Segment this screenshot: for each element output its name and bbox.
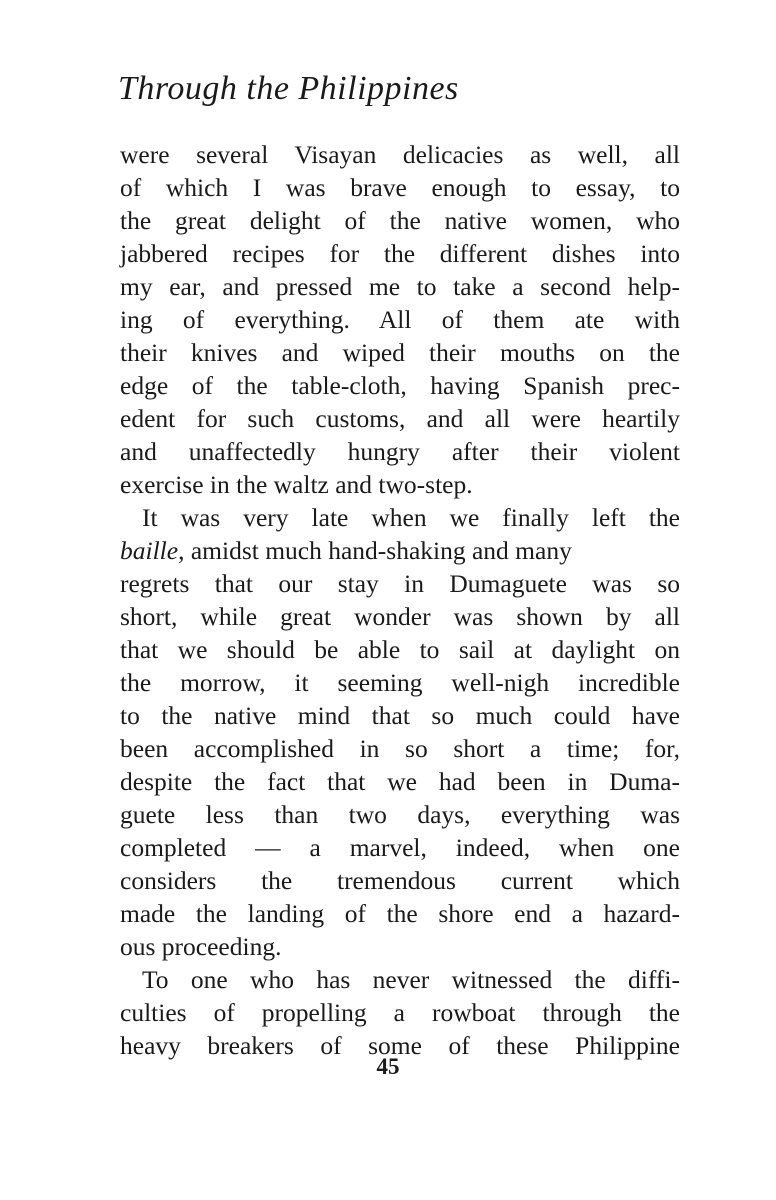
text-line: the great delight of the native women, who — [120, 206, 680, 235]
text-line: that we should be able to sail at daylight on — [120, 635, 680, 664]
italic-word: baille — [120, 536, 179, 565]
text-line: my ear, and pressed me to take a second help- — [120, 272, 680, 301]
text-line — [120, 534, 680, 567]
text-line: guete less than two days, everything was — [120, 800, 680, 829]
text-line: regrets that our stay in Dumaguete was so — [120, 569, 680, 598]
text-line: despite the fact that we had been in Duma- — [120, 767, 680, 796]
text-line: and unaffectedly hungry after their violent — [120, 437, 680, 466]
text-line: completed — a marvel, indeed, when one — [120, 833, 680, 862]
text-line: exercise in the waltz and two-step. — [120, 470, 473, 499]
text-line: short, while great wonder was shown by all — [120, 602, 680, 631]
text-line: ing of everything. All of them ate with — [120, 305, 680, 334]
text-line: heavy breakers of some of these Philippine — [120, 1031, 680, 1060]
text-line: were several Visayan delicacies as well, all — [120, 140, 680, 169]
text-line: edge of the table-cloth, having Spanish prec- — [120, 371, 680, 400]
text-line: made the landing of the shore end a hazard- — [120, 899, 680, 928]
text-line: considers the tremendous current which — [120, 866, 680, 895]
running-head: Through the Philippines — [118, 70, 459, 107]
text-line-rest: , amidst much hand-shaking and many — [178, 536, 572, 565]
text-line: It was very late when we finally left the — [142, 503, 680, 532]
text-line: to the native mind that so much could have — [120, 701, 680, 730]
text-line: To one who has never witnessed the diffi- — [142, 965, 680, 994]
text-line: their knives and wiped their mouths on the — [120, 338, 680, 367]
text-line: culties of propelling a rowboat through the — [120, 998, 680, 1027]
text-line: jabbered recipes for the different dishes into — [120, 239, 680, 268]
body-text — [120, 138, 680, 1062]
text-line: ous proceeding. — [120, 932, 282, 961]
text-line: of which I was brave enough to essay, to — [120, 173, 680, 202]
text-line: edent for such customs, and all were heartily — [120, 404, 680, 433]
page-number: 45 — [376, 1054, 400, 1079]
text-line: the morrow, it seeming well-nigh incredible — [120, 668, 680, 697]
text-line: been accomplished in so short a time; for, — [120, 734, 680, 763]
